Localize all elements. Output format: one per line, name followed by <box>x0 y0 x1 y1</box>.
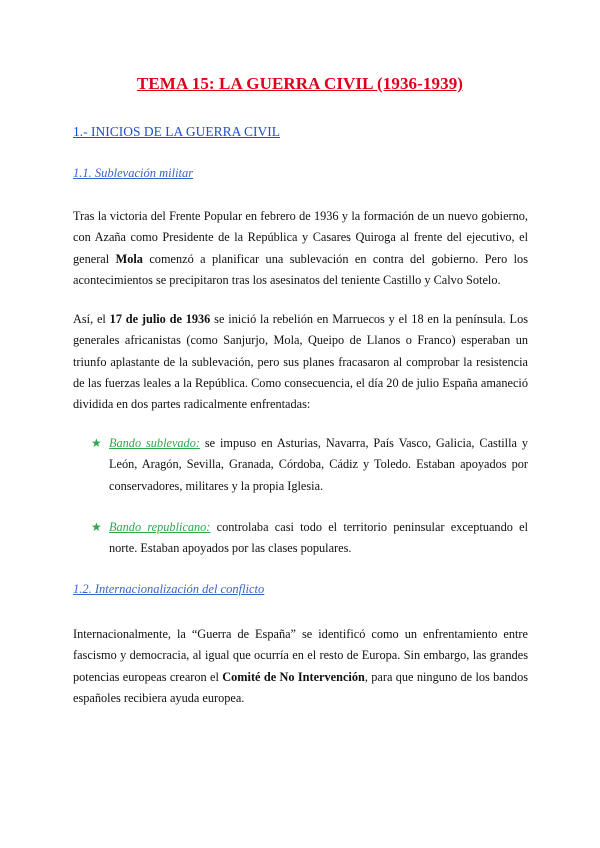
paragraph-bold: Comité de No Intervención <box>222 669 365 684</box>
paragraph-bold: Mola <box>115 251 143 266</box>
bullet-label: Bando sublevado: <box>109 436 200 450</box>
star-icon: ★ <box>91 520 102 534</box>
bullet-text: se impuso en Asturias, Navarra, País Vasco, Galicia, Castilla y León, Aragón, Sevilla, Granada, Córdoba, Cádiz y Toledo. Estaban apoyados por conservadores, militares y la propia Iglesia. <box>109 436 528 493</box>
bullet-text: controlaba casi todo el territorio peninsular exceptuando el norte. Estaban apoyados por las clases populares. <box>109 520 528 556</box>
paragraph-text: Así, el <box>73 312 110 326</box>
subheading-internacionalizacion: 1.2. Internacionalización del conflicto <box>73 582 265 596</box>
paragraph-text: , para que ninguno de los bandos españoles recibiera ayuda europea. <box>73 669 528 705</box>
star-icon: ★ <box>91 436 102 450</box>
bullet-label: Bando republicano: <box>109 520 211 534</box>
subheading-sublevacion: 1.1. Sublevación militar <box>73 166 194 180</box>
paragraph-text: Tras la victoria del Frente Popular en febrero de 1936 y la formación de un nuevo gobierno, con Azaña como Presidente de la República y Casares Quiroga al frente del ejecutivo, el general <box>73 209 528 266</box>
bullet-bando-republicano <box>91 517 528 560</box>
bullet-bando-sublevado <box>91 433 528 497</box>
page-title: TEMA 15: LA GUERRA CIVIL (1936-1939) <box>136 74 464 93</box>
section-heading-inicios: 1.- INICIOS DE LA GUERRA CIVIL <box>73 124 280 139</box>
paragraph-bold: 17 de julio de 1936 <box>109 312 211 326</box>
paragraph-internacional <box>73 624 528 709</box>
paragraph-sublevacion <box>73 206 528 291</box>
paragraph-rebelion <box>73 309 528 415</box>
paragraph-text: Internacionalmente, la “Guerra de España” se identificó como un enfrentamiento entre fascismo y democracia, al igual que ocurría en el resto de Europa. Sin embargo, las grandes potencias europeas crearon el <box>73 627 528 684</box>
paragraph-text: comenzó a planificar una sublevación en contra del gobierno. Pero los acontecimientos se precipitaron tras los asesinatos del teniente Castillo y Calvo Sotelo. <box>73 251 528 287</box>
paragraph-text: se inició la rebelión en Marruecos y el 18 en la península. Los generales africanistas (como Sanjurjo, Mola, Queipo de Llanos o Franco) esperaban un triunfo aplastante de la sublevación, pero sus planes fracasaron al comprobar la resistencia de las fuerzas leales a la República. Como consecuencia, el día 20 de julio España amaneció dividida en dos partes radicalmente enfrentadas: <box>73 312 528 412</box>
